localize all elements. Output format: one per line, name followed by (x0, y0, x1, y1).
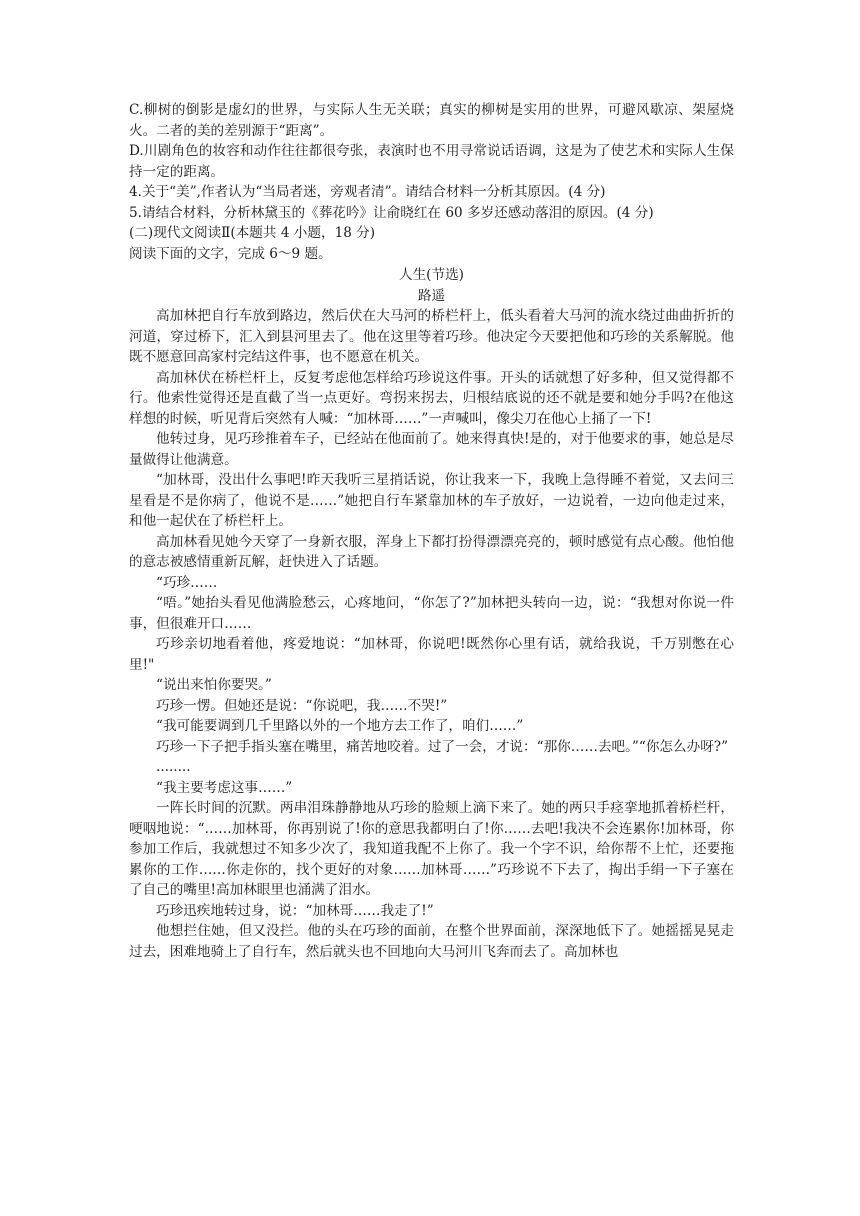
option-d: D.川剧角色的妆容和动作往往都很夸张，表演时也不用寻常说话语调，这是为了使艺术和实际人生保持一定的距离。 (129, 143, 734, 180)
article-paragraph: 一阵长时间的沉默。两串泪珠静静地从巧珍的脸颊上滴下来了。她的两只手痉挛地抓着桥栏杆，哽咽地说：“……加林哥，你再别说了!你的意思我都明白了!你……去吧!我决不会连累你!加林哥，你参加工作后，我就想过不知多少次了，我知道我配不上你了。我一个字不识，给你帮不上忙，还要拖累你的工作……你走你的，找个更好的对象……加林哥……”巧珍说不下去了，掏出手绢一下子塞在了自己的嘴里!高加林眼里也涌满了泪水。 (129, 800, 734, 898)
page-content (129, 100, 734, 962)
reading-instruction: 阅读下面的文字，完成 6～9 题。 (129, 245, 332, 262)
article-paragraph: 高加林看见她今天穿了一身新衣服，浑身上下都打扮得漂漂亮亮的，顿时感觉有点心酸。他怕他的意志被感情重新瓦解，赶快进入了话题。 (129, 533, 734, 570)
article-paragraph: 高加林把自行车放到路边，然后伏在大马河的桥栏杆上，低头看着大马河的流水绕过曲曲折折的河道，穿过桥下，汇入到县河里去了。他在这里等着巧珍。他决定今天要把他和巧珍的关系解脱。他既不愿意回高家村完结这件事，也不愿意在机关。 (129, 308, 734, 365)
article-paragraph: 高加林伏在桥栏杆上，反复考虑他怎样给巧珍说这件事。开头的话就想了好多种，但又觉得都不行。他索性觉得还是直截了当一点更好。弯拐来拐去，归根结底说的还不就是要和她分手吗?在他这样想的时候，听见背后突然有人喊：“加林哥……”一声喊叫，像尖刀在他心上捅了一下! (129, 369, 734, 427)
ellipsis-line: ........ (156, 759, 191, 775)
article-paragraph: “说出来怕你要哭。” (156, 677, 272, 693)
article-paragraph: 巧珍一愣。但她还是说：“你说吧，我……不哭!” (156, 697, 448, 714)
article-paragraph: 巧珍一下子把手指头塞在嘴里，痛苦地咬着。过了一会，才说：“那你……去吧。”“你怎么办呀?” (156, 738, 729, 755)
question-4: 4.关于“美”,作者认为“当局者迷，旁观者清”。请结合材料一分析其原因。(4 分) (129, 184, 606, 200)
article-paragraph: 巧珍亲切地看着他，疼爱地说：“加林哥，你说吧!既然你心里有话，就给我说，千万别憋在心里!" (129, 636, 734, 673)
article-paragraph: 他想拦住她，但又没拦。他的头在巧珍的面前，在整个世界面前，深深地低下了。她摇摇晃晃走过去，困难地骑上了自行车，然后就头也不回地向大马河川飞奔而去了。高加林也 (129, 923, 734, 960)
option-c: C.柳树的倒影是虚幻的世界，与实际人生无关联；真实的柳树是实用的世界，可避风歇凉、架屋烧火。二者的美的差别源于“距离”。 (129, 102, 734, 139)
article-paragraph: 巧珍迅疾地转过身，说：“加林哥……我走了!” (156, 902, 434, 919)
section-heading: (二)现代文阅读Ⅱ(本题共 4 小题，18 分) (129, 225, 376, 241)
article-title: 人生(节选) (399, 267, 464, 283)
article-paragraph: 他转过身，见巧珍推着车子，已经站在他面前了。她来得真快!是的，对于他要求的事，她总是尽量做得让他满意。 (129, 431, 734, 468)
article-paragraph: “加林哥，没出什么事吧!昨天我听三星捎话说，你让我来一下，我晚上急得睡不着觉，又去问三星看是不是你病了，他说不是……”她把自行车紧靠加林的车子放好，一边说着，一边向他走过来，和他一起伏在了桥栏杆上。 (129, 472, 734, 529)
article-author: 路遥 (417, 287, 446, 304)
article-paragraph: “我可能要调到几千里路以外的一个地方去工作了，咱们……” (156, 718, 524, 734)
article-paragraph: “唔。”她抬头看见他满脸愁云，心疼地问，“你怎了?”加林把头转向一边，说：“我想对你说一件事，但很难开口…… (129, 595, 734, 632)
question-5: 5.请结合材料，分析林黛玉的《葬花吟》让俞晓红在 60 多岁还感动落泪的原因。(4 分) (129, 204, 654, 221)
article-paragraph: “巧珍…… (156, 574, 218, 591)
article-paragraph: “我主要考虑这事……” (156, 779, 293, 796)
